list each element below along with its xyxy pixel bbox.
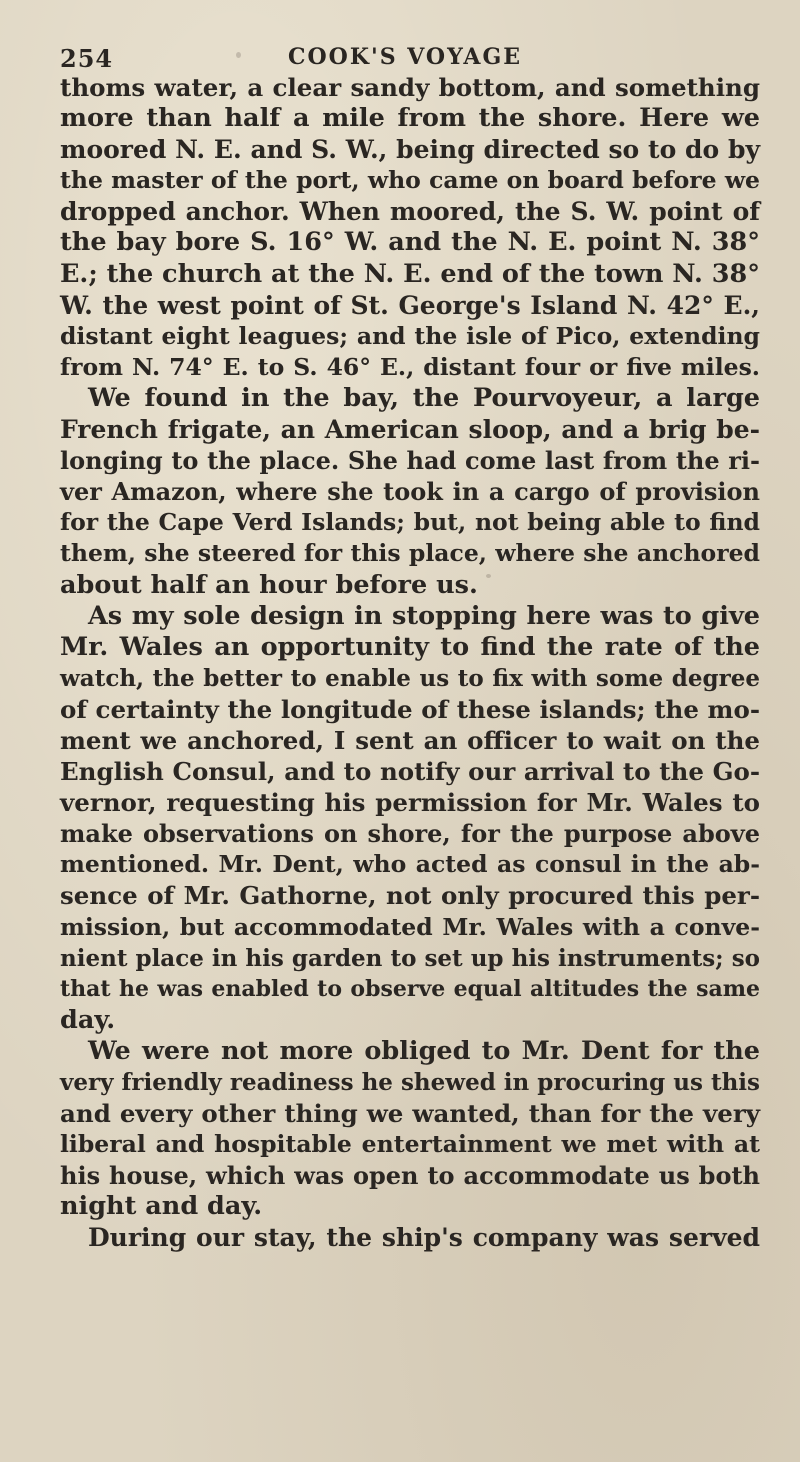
ink-speck bbox=[236, 52, 241, 58]
text-line: thoms water, a clear sandy bottom, and something bbox=[60, 73, 760, 102]
text-line: vernor, requesting his permission for Mr. Wales to bbox=[60, 788, 760, 818]
text-line: day. bbox=[60, 1004, 116, 1035]
text-line: distant eight leagues; and the isle of Pico, extending bbox=[60, 321, 760, 350]
text-line: very friendly readiness he shewed in procuring us this bbox=[60, 1069, 760, 1096]
text-line: the bay bore S. 16° W. and the N. E. point N. 38° bbox=[60, 227, 760, 258]
text-line: them, she steered for this place, where she anchored bbox=[60, 539, 760, 568]
page-number: 254 bbox=[60, 44, 114, 73]
text-line: During our stay, the ship's company was served bbox=[88, 1223, 760, 1253]
text-line: moored N. E. and S. W., being directed so to do by bbox=[60, 135, 760, 165]
text-line: the master of the port, who came on board before we bbox=[60, 166, 760, 195]
text-line: W. the west point of St. George's Island N. 42° E., bbox=[60, 290, 760, 320]
text-line: about half an hour before us. bbox=[60, 569, 478, 600]
running-head: COOK'S VOYAGE bbox=[288, 44, 523, 70]
text-line: make observations on shore, for the purpose above bbox=[60, 819, 760, 849]
text-line: As my sole design in stopping here was to give bbox=[88, 600, 760, 631]
text-line: watch, the better to enable us to fix with some degree bbox=[60, 664, 760, 692]
text-line: English Consul, and to notify our arrival to the Go- bbox=[60, 757, 760, 787]
text-line: ver Amazon, where she took in a cargo of provision bbox=[60, 477, 760, 507]
text-line: sence of Mr. Gathorne, not only procured this per- bbox=[60, 881, 760, 911]
text-line: Mr. Wales an opportunity to find the rate of the bbox=[60, 631, 760, 662]
text-line: from N. 74° E. to S. 46° E., distant four or five miles. bbox=[60, 352, 760, 381]
text-line: dropped anchor. When moored, the S. W. point of bbox=[60, 197, 760, 227]
text-line: We found in the bay, the Pourvoyeur, a large bbox=[88, 382, 760, 413]
text-line: mission, but accommodated Mr. Wales with a conve- bbox=[60, 912, 760, 941]
text-line: liberal and hospitable entertainment we met with at bbox=[60, 1130, 760, 1159]
text-line: E.; the church at the N. E. end of the town N. 38° bbox=[60, 258, 760, 289]
text-line: and every other thing we wanted, than for the very bbox=[60, 1099, 760, 1129]
text-line: for the Cape Verd Islands; but, not being able to find bbox=[60, 508, 760, 537]
text-line: ment we anchored, I sent an officer to wait on the bbox=[60, 725, 760, 755]
text-line: night and day. bbox=[60, 1191, 263, 1222]
text-line: longing to the place. She had come last from the ri- bbox=[60, 446, 760, 476]
text-line: mentioned. Mr. Dent, who acted as consul in the ab- bbox=[60, 850, 760, 879]
text-line: his house, which was open to accommodate us both bbox=[60, 1161, 760, 1191]
text-line: of certainty the longitude of these islands; the mo- bbox=[60, 694, 760, 724]
text-line: more than half a mile from the shore. Here we bbox=[60, 103, 760, 134]
body-text bbox=[60, 72, 760, 1254]
text-line: We were not more obliged to Mr. Dent for the bbox=[88, 1035, 760, 1066]
text-line: French frigate, an American sloop, and a brig be- bbox=[60, 415, 760, 445]
text-line: that he was enabled to observe equal altitudes the same bbox=[60, 975, 760, 1002]
text-line: nient place in his garden to set up his instruments; so bbox=[60, 944, 760, 972]
